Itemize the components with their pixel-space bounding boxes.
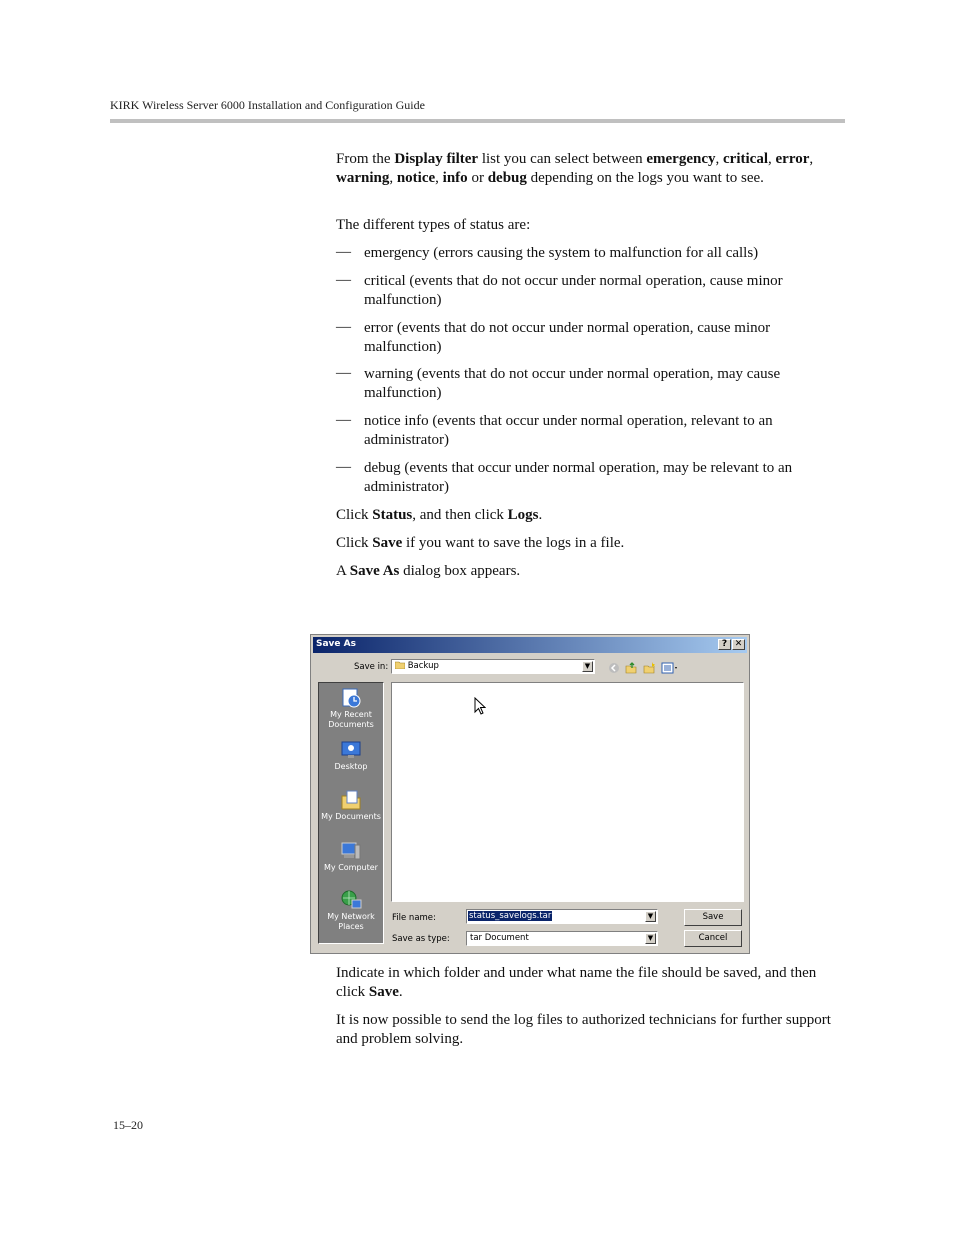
place-my-recent-documents[interactable] (319, 687, 383, 730)
step-dialog-appears: A Save As dialog box appears. (336, 563, 521, 579)
bullet-dash: — (336, 459, 351, 475)
file-list-area[interactable] (391, 682, 744, 902)
save-in-label: Save in: (354, 662, 389, 672)
folder-icon (395, 661, 405, 669)
bullet-dash: — (336, 365, 351, 381)
desktop-icon (340, 739, 362, 761)
views-menu-icon[interactable] (661, 662, 679, 674)
step-click-status: Click Status, and then click Logs. (336, 507, 543, 523)
place-desktop[interactable] (319, 739, 383, 772)
close-button[interactable]: ✕ (732, 639, 745, 650)
save-as-dialog (310, 634, 750, 954)
status-type-item: emergency (errors causing the system to malfunction for all calls) (364, 245, 759, 261)
recent-documents-icon (340, 687, 362, 709)
up-folder-icon[interactable] (625, 662, 637, 674)
bullet-dash: — (336, 244, 351, 260)
status-type-item: notice info (events that occur under normal operation, relevant to an administrator) (364, 413, 773, 448)
page-number: 15–20 (113, 1118, 143, 1132)
place-my-documents[interactable] (319, 789, 383, 822)
place-label: My Recent Documents (328, 710, 374, 729)
chevron-down-icon[interactable]: ▼ (645, 911, 656, 922)
status-type-item: critical (events that do not occur under normal operation, cause minor malfunction) (364, 273, 783, 308)
dialog-title: Save As (316, 639, 356, 649)
page-header-title: KIRK Wireless Server 6000 Installation and Configuration Guide (110, 98, 425, 112)
back-icon[interactable] (608, 662, 620, 674)
after-dialog-instruction: Indicate in which folder and under what name the file should be saved, and then click Save. (336, 965, 817, 1000)
save-in-dropdown[interactable] (391, 659, 595, 674)
step-click-save: Click Save if you want to save the logs in a file. (336, 535, 625, 551)
save-in-text: Backup (407, 661, 439, 671)
save-as-type-label: Save as type: (392, 934, 450, 944)
cancel-button[interactable]: Cancel (684, 930, 742, 947)
my-documents-icon (340, 789, 362, 811)
status-type-item: debug (events that occur under normal operation, may be relevant to an administrator) (364, 460, 793, 495)
mouse-cursor-icon (474, 697, 486, 715)
status-type-item: error (events that do not occur under normal operation, cause minor malfunction) (364, 320, 771, 355)
chevron-down-icon[interactable]: ▼ (645, 933, 656, 944)
intro-paragraph: From the Display filter list you can select between emergency, critical, error, warning, notice, info or debug depending on the logs you want to see. (336, 151, 814, 186)
save-button[interactable]: Save (684, 909, 742, 926)
bullet-dash: — (336, 272, 351, 288)
place-label: My Documents (321, 812, 381, 821)
help-button[interactable]: ? (718, 639, 731, 650)
my-computer-icon (340, 840, 362, 862)
file-name-label: File name: (392, 913, 436, 923)
types-intro: The different types of status are: (336, 217, 531, 233)
save-as-type-dropdown[interactable] (466, 931, 658, 946)
place-label: Desktop (334, 762, 368, 771)
closing-paragraph: It is now possible to send the log files to authorized technicians for further support and problem solving. (336, 1012, 831, 1047)
places-bar (318, 682, 384, 944)
place-label: My Network Places (327, 912, 375, 931)
place-my-computer[interactable] (319, 840, 383, 873)
file-name-field[interactable] (466, 909, 658, 924)
dialog-titlebar (313, 637, 747, 653)
bullet-dash: — (336, 412, 351, 428)
place-label: My Computer (324, 863, 378, 872)
network-places-icon (340, 889, 362, 911)
status-type-item: warning (events that do not occur under normal operation, may cause malfunction) (364, 366, 781, 401)
new-folder-icon[interactable] (643, 662, 655, 674)
bullet-dash: — (336, 319, 351, 335)
save-in-value (395, 661, 439, 671)
chevron-down-icon[interactable]: ▼ (582, 661, 593, 672)
header-rule (110, 119, 845, 123)
save-as-type-value: tar Document (470, 933, 529, 943)
place-my-network-places[interactable] (319, 889, 383, 932)
file-name-value: status_savelogs.tar (469, 911, 552, 921)
